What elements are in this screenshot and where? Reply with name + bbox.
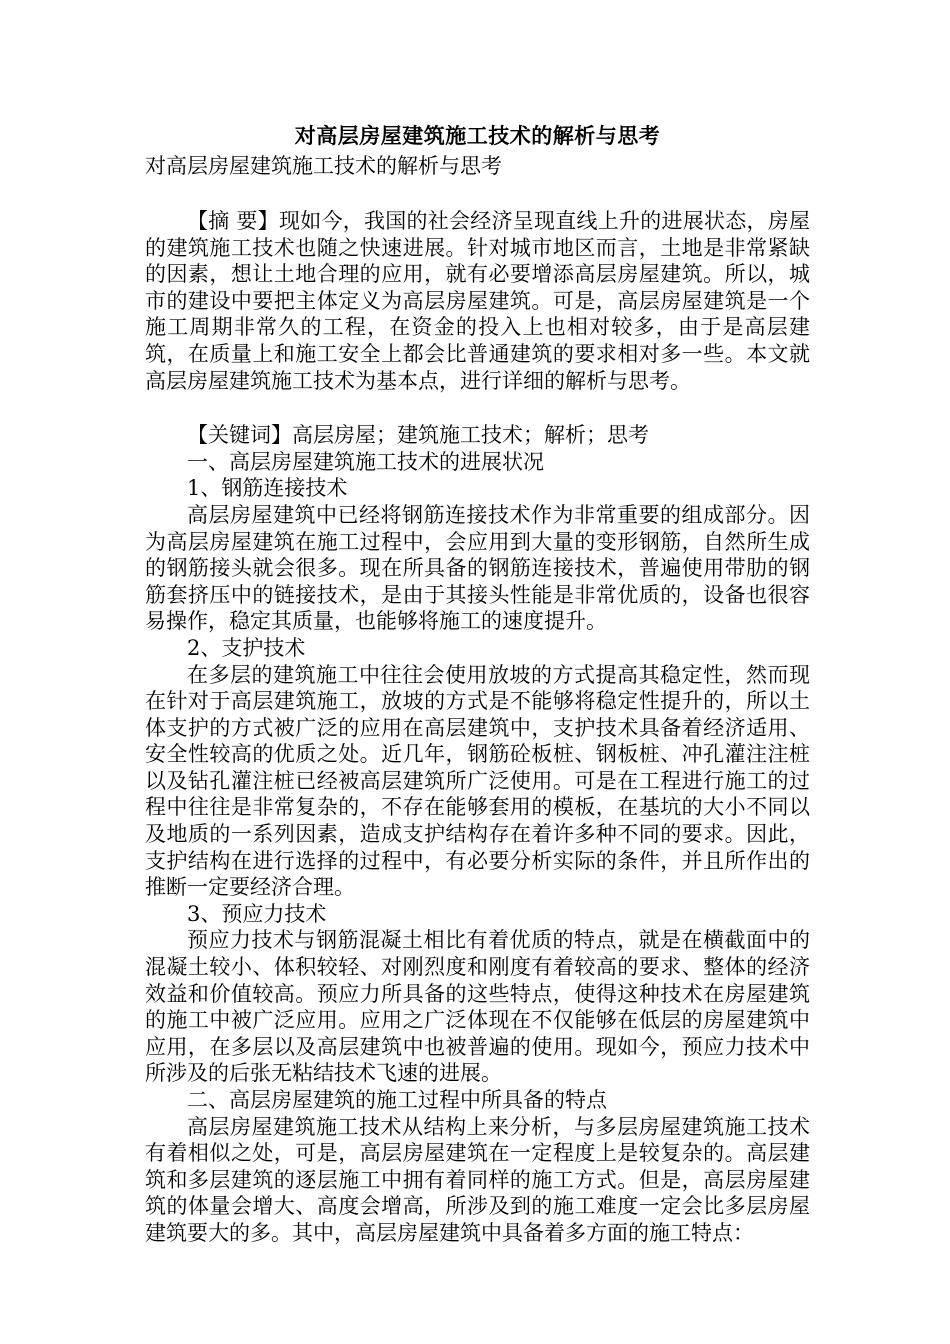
keywords-paragraph (145, 422, 810, 449)
document-subtitle: 对高层房屋建筑施工技术的解析与思考 (145, 154, 502, 178)
section-heading-2: 二、高层房屋建筑的施工过程中所具备的特点 (187, 1088, 607, 1112)
abstract-paragraph (145, 208, 810, 394)
keywords-label: 【关键词】 (187, 423, 292, 448)
abstract-text: 现如今，我国的社会经济呈现直线上升的进展状态，房屋的建筑施工技术也随之快速进展。针对城市地区而言，土地是非常紧缺的因素，想让土地合理的应用，就有必要增添高层房屋建筑。所以，城市的建设中要把主体定义为高层房屋建筑。可是，高层房屋建筑是一个施工周期非常久的工程，在资金的投入上也相对较多，由于是高层建筑，在质量上和施工安全上都会比普通建筑的要求相对多一些。本文就高层房屋建筑施工技术为基本点，进行详细的解析与思考。 (145, 209, 810, 393)
blank-line (145, 394, 810, 422)
keywords-text: 高层房屋；建筑施工技术；解析；思考 (292, 423, 649, 448)
abstract-label: 【摘 要】 (187, 209, 279, 233)
blank-line (145, 180, 810, 208)
section-heading-1: 一、高层房屋建筑施工技术的进展状况 (187, 449, 544, 474)
document-title: 对高层房屋建筑施工技术的解析与思考 (294, 123, 661, 148)
subsection-heading-1: 1、钢筋连接技术 (187, 476, 348, 501)
subsection-heading-2: 2、支护技术 (187, 635, 306, 660)
subsection-paragraph-1: 高层房屋建筑中已经将钢筋连接技术作为非常重要的组成部分。因为高层房屋建筑在施工过程中，会应用到大量的变形钢筋，自然所生成的钢筋接头就会很多。现在所具备的钢筋连接技术，普遍使用带肋的钢筋套挤压中的链接技术，是由于其接头性能是非常优质的，设备也很容易操作，稳定其质量，也能够将施工的速度提升。 (145, 502, 810, 634)
subsection-heading-3: 3、预应力技术 (187, 901, 327, 926)
document-page (145, 120, 810, 1247)
subsection-paragraph-2: 在多层的建筑施工中往往会使用放坡的方式提高其稳定性，然而现在针对于高层建筑施工，放坡的方式是不能够将稳定性提升的，所以土体支护的方式被广泛的应用在高层建筑中，支护技术具备着经济适用、安全性较高的优质之处。近几年，钢筋砼板桩、钢板桩、冲孔灌注注桩以及钻孔灌注桩已经被高层建筑所广泛使用。可是在工程进行施工的过程中往往是非常复杂的，不存在能够套用的模板，在基坑的大小不同以及地质的一系列因素，造成支护结构存在着许多种不同的要求。因此，支护结构在进行选择的过程中，有必要分析实际的条件，并且所作出的推断一定要经济合理。 (145, 662, 810, 900)
section-paragraph-2: 高层房屋建筑施工技术从结构上来分析，与多层房屋建筑施工技术有着相似之处，可是，高层房屋建筑在一定程度上是较复杂的。高层建筑和多层建筑的逐层施工中拥有着同样的施工方式。但是，高层房屋建筑的体量会增大、高度会增高，所涉及到的施工难度一定会比多层房屋建筑要大的多。其中，高层房屋建筑中具备着多方面的施工特点： (145, 1114, 810, 1245)
subsection-paragraph-3: 预应力技术与钢筋混凝土相比有着优质的特点，就是在横截面中的混凝土较小、体积较轻、对刚烈度和刚度有着较高的要求、整体的经济效益和价值较高。预应力所具备的这些特点，使得这种技术在房屋建筑的施工中被广泛应用。应用之广泛体现在不仅能够在低层的房屋建筑中应用，在多层以及高层建筑中也被普遍的使用。现如今，预应力技术中所涉及的后张无粘结技术飞速的进展。 (145, 928, 810, 1086)
